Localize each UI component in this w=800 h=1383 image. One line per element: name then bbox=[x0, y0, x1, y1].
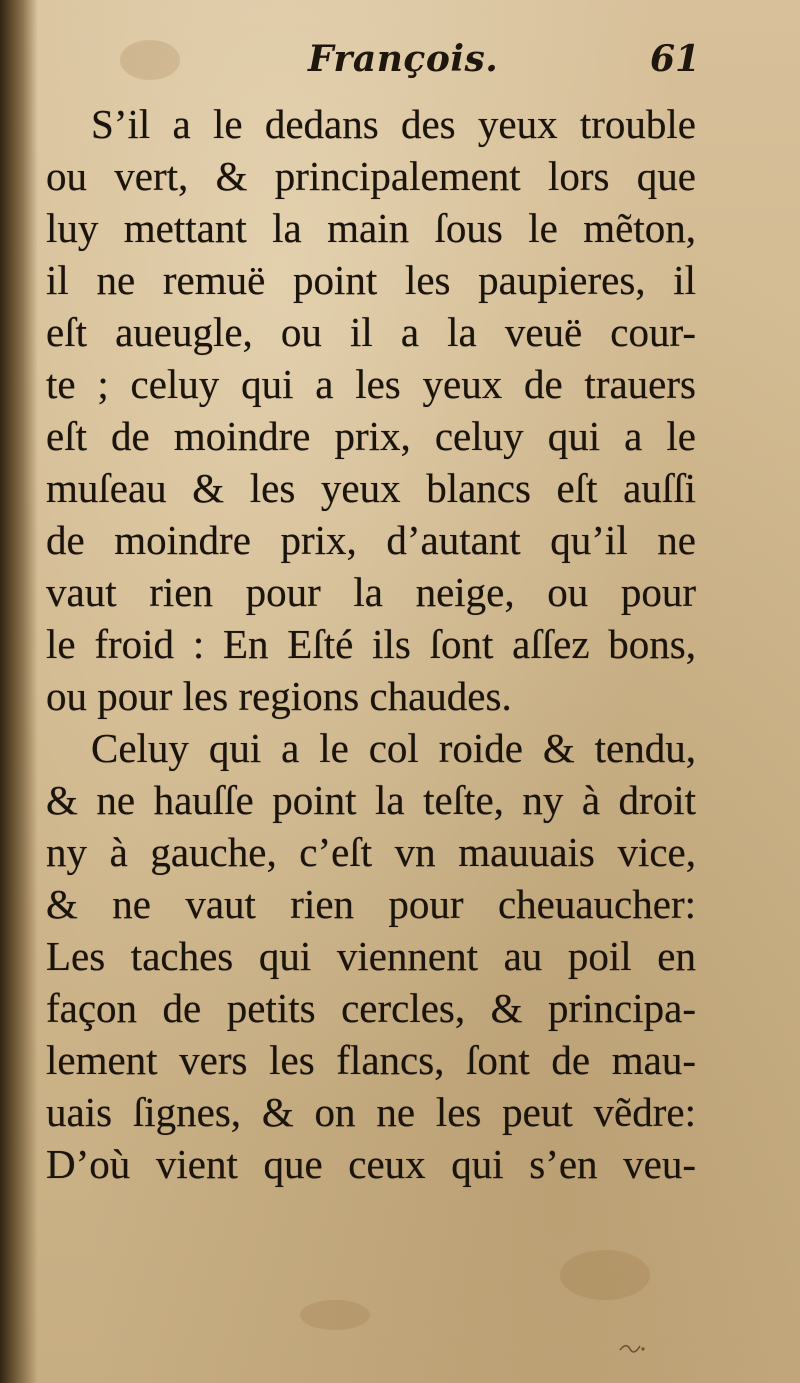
text-line: il ne remuë point les paupieres, il bbox=[46, 257, 696, 303]
text-line: D’où vient que ceux qui s’en veu- bbox=[46, 1141, 696, 1187]
text-line: luy mettant la main ſous le mẽton, bbox=[46, 205, 696, 251]
text-line: Celuy qui a le col roide & tendu, bbox=[91, 725, 696, 771]
text-line: & ne hauſſe point la teſte, ny à droit bbox=[46, 777, 696, 823]
ink-mark-icon bbox=[618, 1340, 648, 1354]
text-line: façon de petits cercles, & principa- bbox=[46, 985, 696, 1031]
paper-stain bbox=[300, 1300, 370, 1330]
text-line: de moindre prix, d’autant qu’il ne bbox=[46, 517, 696, 563]
text-line: uais ſignes, & on ne les peut vẽdre: bbox=[46, 1089, 696, 1135]
text-line: muſeau & les yeux blancs eſt auſſi bbox=[46, 465, 696, 511]
text-line: vaut rien pour la neige, ou pour bbox=[46, 569, 696, 615]
text-line: eſt de moindre prix, celuy qui a le bbox=[46, 413, 696, 459]
book-gutter bbox=[0, 0, 38, 1383]
ink-mark bbox=[618, 1340, 648, 1354]
text-line: ny à gauche, c’eſt vn mauuais vice, bbox=[46, 829, 696, 875]
text-line: Les taches qui viennent au poil en bbox=[46, 933, 696, 979]
text-line: ou pour les regions chaudes. bbox=[46, 673, 512, 719]
text-line: & ne vaut rien pour cheuaucher: bbox=[46, 881, 696, 927]
text-line: eſt aueugle, ou il a la veuë cour- bbox=[46, 309, 696, 355]
body-text bbox=[46, 98, 696, 1190]
page-number: 61 bbox=[650, 38, 701, 80]
paper-stain bbox=[560, 1250, 650, 1300]
text-line: S’il a le dedans des yeux trouble bbox=[91, 101, 696, 147]
text-line: ou vert, & principalement lors que bbox=[46, 153, 696, 199]
text-line: lement vers les flancs, ſont de mau- bbox=[46, 1037, 696, 1083]
text-line: te ; celuy qui a les yeux de trauers bbox=[46, 361, 696, 407]
text-line: le froid : En Eſté ils ſont aſſez bons, bbox=[46, 621, 696, 667]
page-header bbox=[0, 34, 800, 94]
running-head: François. bbox=[308, 38, 499, 80]
